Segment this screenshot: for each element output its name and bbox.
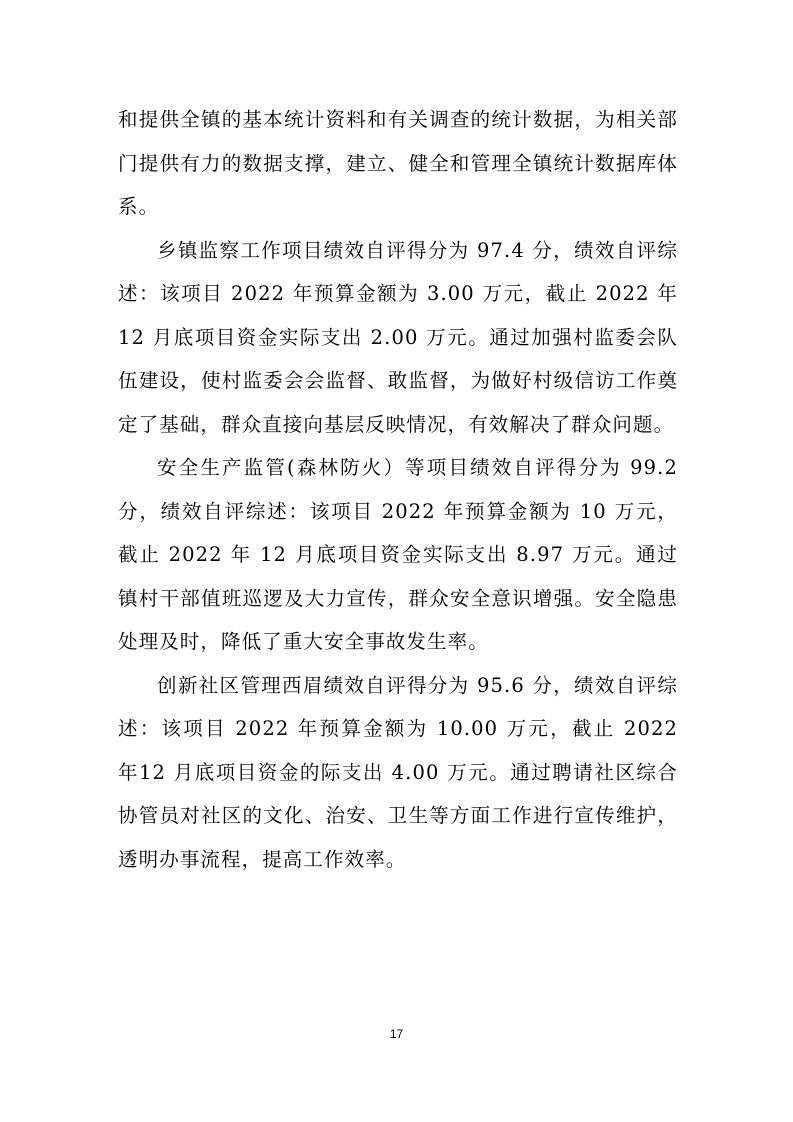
paragraph-community-management-project: 创新社区管理西眉绩效自评得分为 95.6 分，绩效自评综述：该项目 2022 年预算金额为 10.00 万元，截止 2022 年12 月底项目资金的际支出 4.00 万元。通过聘请社区综合协管员对社区的文化、治安、卫生等方面工作进行宣传维护，透明办事流程，提高工作效率。	[118, 673, 678, 871]
paragraph-supervision-project: 乡镇监察工作项目绩效自评得分为 97.4 分，绩效自评综述：该项目 2022 年预算金额为 3.00 万元，截止 2022 年12 月底项目资金实际支出 2.00 万元。通过加强村监委会队伍建设，使村监委会会监督、敢监督，为做好村级信访工作奠定了基础，群众直接向基层反映情况，有效解决了群众问题。	[118, 238, 678, 436]
paragraph-statistics-continued: 和提供全镇的基本统计资料和有关调查的统计数据，为相关部门提供有力的数据支撑，建立、健全和管理全镇统计数据库体系。	[118, 108, 678, 218]
body-text	[118, 98, 678, 881]
paragraph-safety-production-project: 安全生产监管(森林防火）等项目绩效自评得分为 99.2分，绩效自评综述：该项目 2022 年预算金额为 10 万元，截止 2022 年 12 月底项目资金实际支出 8.97 万元。通过镇村干部值班巡逻及大力宣传，群众安全意识增强。安全隐患处理及时，降低了重大安全事故发生率。	[118, 456, 678, 653]
page-number: 17	[389, 1027, 404, 1041]
